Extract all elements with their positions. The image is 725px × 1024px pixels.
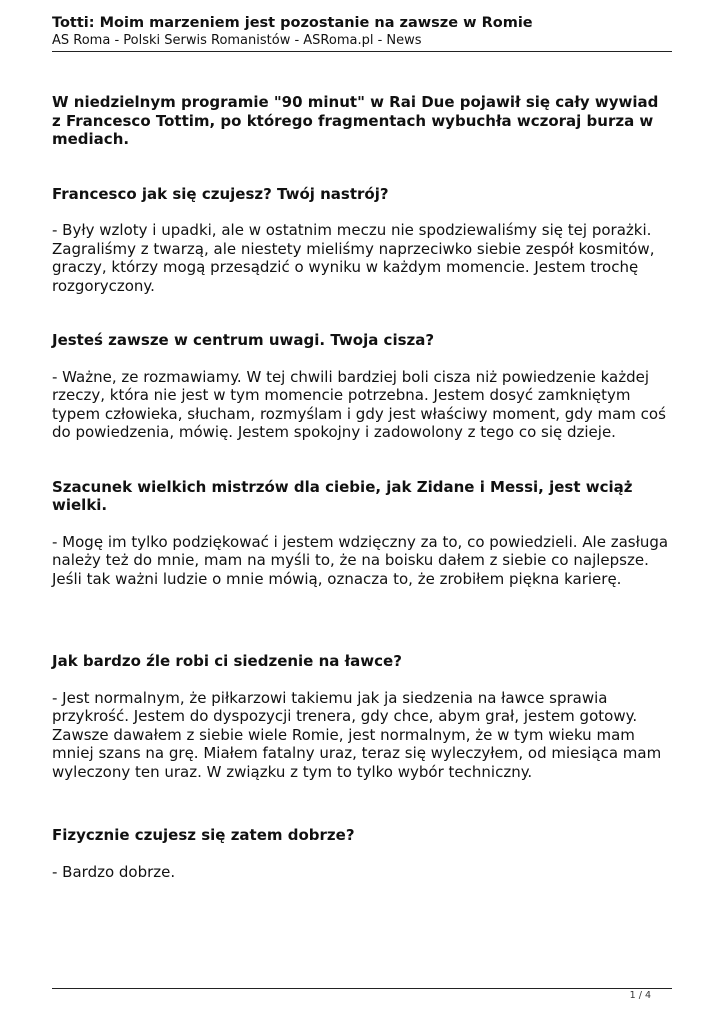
question-3: Szacunek wielkich mistrzów dla ciebie, jak Zidane i Messi, jest wciąż wielki. — [52, 477, 633, 514]
article-body — [52, 93, 672, 881]
answer-5: - Bardzo dobrze. — [52, 862, 176, 881]
header-divider — [52, 51, 672, 52]
answer-2: - Ważne, ze rozmawiamy. W tej chwili bardziej boli cisza niż powiedzenie każdej rzeczy, która nie jest w tym momencie potrzebna. Jestem dosyć zamkniętym typem człowieka, słucham, rozmyślam i gdy jest właściwy moment, gdy mam coś do powiedzenia, mówię. Jestem spokojny i zadowolony z tego co się dzieje. — [52, 367, 666, 441]
page-header — [52, 14, 672, 49]
answer-1: - Były wzloty i upadki, ale w ostatnim meczu nie spodziewaliśmy się tej porażki. Zagraliśmy z twarzą, ale niestety mieliśmy naprzeciwko siebie zespół kosmitów, graczy, którzy mogą przesądzić o wyniku w każdym momencie. Jestem trochę rozgoryczony. — [52, 221, 655, 295]
article-lead: W niedzielnym programie "90 minut" w Rai Due pojawił się cały wywiad z Francesco Tottim, po którego fragmentach wybuchła wczoraj burza w mediach. — [52, 93, 659, 148]
footer-divider — [52, 988, 672, 989]
question-2: Jesteś zawsze w centrum uwagi. Twoja cisza? — [52, 331, 435, 349]
answer-3: - Mogę im tylko podziękować i jestem wdzięczny za to, co powiedzieli. Ale zasługa należy też do mnie, mam na myśli to, że na boisku dałem z siebie co najlepsze. Jeśli tak ważni ludzie o mnie mówią, oznacza to, że zrobiłem piękna karierę. — [52, 532, 669, 588]
question-5: Fizycznie czujesz się zatem dobrze? — [52, 826, 355, 844]
page-subtitle: AS Roma - Polski Serwis Romanistów - ASRoma.pl - News — [52, 33, 422, 48]
question-1: Francesco jak się czujesz? Twój nastrój? — [52, 184, 389, 203]
question-4: Jak bardzo źle robi ci siedzenie na ławce? — [52, 652, 402, 670]
answer-4: - Jest normalnym, że piłkarzowi takiemu jak ja siedzenia na ławce sprawia przykrość. Jestem do dyspozycji trenera, gdy chce, abym grał, jestem gotowy. Zawsze dawałem z siebie wiele Romie, jest normalnym, że w tym wieku mam mniej szans na grę. Miałem fatalny uraz, teraz się wyleczyłem, od miesiąca mam wyleczony ten uraz. W związku z tym to tylko wybór techniczny. — [52, 688, 662, 781]
page-title: Totti: Moim marzeniem jest pozostanie na zawsze w Romie — [52, 15, 533, 31]
page-number: 1 / 4 — [629, 990, 651, 1001]
